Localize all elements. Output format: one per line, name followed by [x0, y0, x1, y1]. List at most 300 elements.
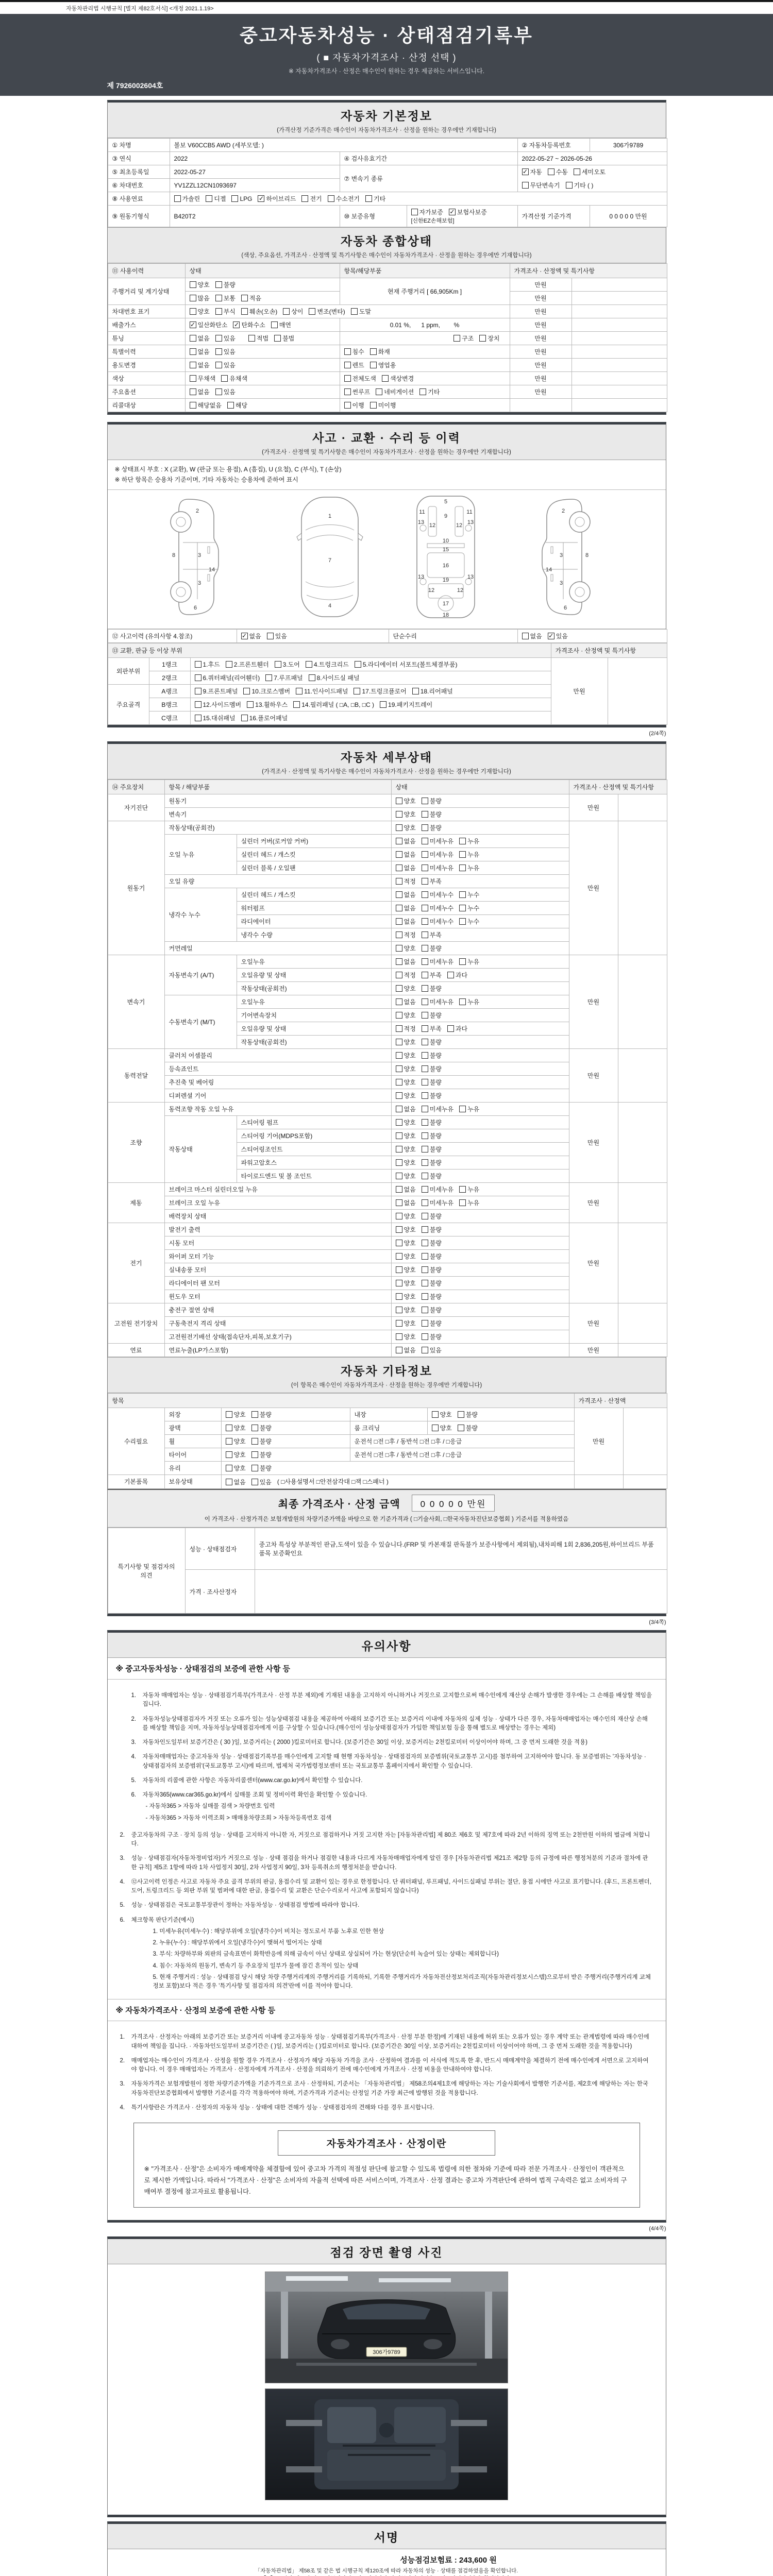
box-notice	[107, 1630, 666, 2223]
checkbox[interactable]	[396, 918, 402, 925]
checkbox[interactable]	[190, 308, 196, 315]
checkbox[interactable]	[459, 1106, 466, 1112]
checkbox[interactable]	[422, 811, 428, 818]
checkbox-option	[376, 387, 414, 396]
checkbox[interactable]	[396, 798, 402, 804]
gauge-state-options	[185, 278, 340, 292]
checkbox[interactable]	[422, 958, 428, 965]
checkbox[interactable]	[274, 335, 281, 342]
checkbox[interactable]	[344, 362, 351, 368]
checkbox-option	[396, 1319, 416, 1328]
checkbox[interactable]	[459, 918, 466, 925]
checkbox-option	[370, 361, 396, 369]
checkbox[interactable]	[422, 945, 428, 952]
checkbox[interactable]	[396, 1253, 402, 1260]
checkbox[interactable]	[355, 661, 361, 668]
checkbox[interactable]	[283, 308, 290, 315]
checkbox[interactable]	[396, 1320, 402, 1327]
checkbox-label: 없음	[404, 851, 416, 858]
wheel-positions: 운전석 □전 □후 / 동반석 □전 □후 / □응급	[350, 1434, 574, 1448]
checkbox[interactable]	[376, 388, 382, 395]
notice-item-text: 체크항목 판단기준(예시)	[131, 1917, 194, 1923]
item-label: 디퍼렌셜 기어	[164, 1089, 391, 1102]
emission-options	[185, 318, 340, 332]
checkbox[interactable]	[422, 878, 428, 885]
checkbox[interactable]	[422, 1039, 428, 1045]
checkbox-label: 불량	[429, 1092, 442, 1099]
checkbox[interactable]	[447, 1025, 454, 1032]
confirmation-line-1: 「자동차관리법」 제58조 및 같은 법 시행규칙 제120조에 따라 자동차의 성능 · 상태를 점검하였음을 확인합니다.	[255, 2567, 518, 2574]
checkbox-option	[215, 280, 236, 289]
checkbox[interactable]	[422, 1173, 428, 1179]
checkbox[interactable]	[396, 891, 402, 898]
checkbox[interactable]	[301, 195, 308, 202]
checkbox[interactable]	[306, 661, 312, 668]
checkbox[interactable]	[215, 348, 222, 355]
accident-flags-table	[108, 629, 667, 643]
checkbox[interactable]	[195, 701, 201, 708]
checkbox[interactable]	[396, 1146, 402, 1153]
checkbox[interactable]	[458, 1425, 464, 1431]
checkbox[interactable]	[195, 661, 201, 668]
photos-header	[108, 2239, 666, 2264]
checkbox[interactable]	[396, 1132, 402, 1139]
checkbox[interactable]	[226, 1411, 232, 1418]
checkbox[interactable]	[396, 958, 402, 965]
inspector-label: 성능 · 상태점검자	[185, 1528, 255, 1570]
checkbox[interactable]	[422, 851, 428, 858]
checkbox[interactable]	[251, 1411, 258, 1418]
checkbox[interactable]: ✓	[523, 168, 528, 176]
checkbox[interactable]	[226, 1425, 232, 1431]
checkbox[interactable]	[215, 295, 222, 301]
notice-item-number: 1.	[120, 2034, 125, 2041]
checkbox[interactable]	[293, 701, 300, 708]
detail-row	[108, 955, 667, 968]
checkbox-option	[190, 387, 210, 396]
checkbox-option	[422, 1185, 453, 1194]
checkbox-label: 기타	[374, 195, 386, 202]
checkbox[interactable]	[422, 1106, 428, 1112]
checkbox[interactable]	[267, 633, 274, 639]
svg-text:3: 3	[559, 580, 563, 586]
checkbox[interactable]	[422, 998, 428, 1005]
checkbox-label: 가솔린	[182, 195, 200, 202]
checkbox-label: 보통	[223, 295, 236, 302]
checkbox[interactable]	[248, 335, 255, 342]
checkbox[interactable]	[396, 931, 402, 938]
checkbox[interactable]	[396, 1039, 402, 1045]
svg-text:3: 3	[559, 552, 563, 558]
checkbox[interactable]	[422, 931, 428, 938]
checkbox-option	[396, 1239, 416, 1247]
checkbox-option	[243, 687, 290, 696]
note-cell	[608, 657, 667, 724]
checkbox[interactable]	[344, 402, 351, 409]
status-options	[391, 1330, 569, 1343]
checkbox-option	[422, 1225, 442, 1234]
checkbox[interactable]	[271, 321, 278, 328]
checkbox-label: 없음	[530, 632, 542, 640]
checkbox[interactable]	[422, 972, 428, 978]
checkbox[interactable]	[419, 388, 426, 395]
checkbox[interactable]	[432, 1425, 439, 1431]
notice-item	[120, 1854, 653, 1872]
svg-text:12: 12	[456, 522, 463, 529]
checkbox[interactable]	[422, 905, 428, 911]
appraisal-definition-title: 자동차가격조사 · 산정이란	[278, 2130, 495, 2156]
checkbox-label: 미세누수	[429, 891, 454, 899]
price-cell: 만원	[569, 1223, 618, 1303]
checkbox[interactable]	[422, 1065, 428, 1072]
checkbox[interactable]	[241, 715, 248, 721]
checkbox-label: 불량	[259, 1451, 272, 1459]
checkbox[interactable]	[459, 1199, 466, 1206]
checkbox[interactable]	[422, 1213, 428, 1219]
model-year-value: 2022	[170, 152, 340, 165]
checkbox[interactable]	[396, 1092, 402, 1099]
checkbox[interactable]	[221, 375, 228, 382]
checkbox[interactable]	[422, 1307, 428, 1313]
checkbox[interactable]	[396, 1240, 402, 1246]
checkbox-option	[396, 930, 416, 939]
checkbox-label: 양호	[404, 944, 416, 952]
checkbox-option	[190, 280, 210, 289]
checkbox[interactable]: ✓	[190, 321, 196, 328]
checkbox[interactable]	[396, 878, 402, 885]
checkbox[interactable]	[459, 1186, 466, 1193]
checkbox[interactable]	[396, 811, 402, 818]
checkbox[interactable]	[396, 905, 402, 911]
tuning-options	[185, 332, 340, 345]
checkbox[interactable]	[215, 335, 222, 342]
checkbox-option	[422, 1346, 442, 1354]
checkbox-label: 있음	[223, 348, 236, 355]
accident-history-label: ⑫ 사고이력 (유의사항 4.참조)	[108, 629, 237, 642]
checkbox-label: 누유	[467, 998, 480, 1006]
checkbox-label: 18.리어패널	[420, 687, 453, 695]
checkbox[interactable]	[396, 1025, 402, 1032]
checkbox[interactable]	[396, 851, 402, 858]
status-options	[391, 1156, 569, 1169]
checkbox[interactable]	[422, 798, 428, 804]
simple-repair-label: 단순수리	[389, 629, 517, 642]
checkbox[interactable]	[344, 388, 351, 395]
checkbox[interactable]	[190, 388, 196, 395]
checkbox[interactable]	[411, 209, 418, 215]
checkbox[interactable]	[422, 891, 428, 898]
checkbox[interactable]	[226, 661, 232, 668]
checkbox[interactable]	[396, 1199, 402, 1206]
checkbox-label: 양호	[404, 797, 416, 805]
checkbox[interactable]	[226, 1479, 232, 1485]
checkbox[interactable]	[190, 375, 196, 382]
checkbox[interactable]	[309, 308, 315, 315]
checkbox[interactable]	[227, 402, 234, 409]
checkbox-label: 양호	[404, 1038, 416, 1046]
checkbox-option	[396, 1265, 416, 1274]
checkbox[interactable]	[396, 1307, 402, 1313]
notice-item-text: 가격조사 · 산정자는 아래의 보증기간 또는 보증거리 이내에 중고자동차 성능 · 상태점검기록부(가격조사 · 산정 부분 한정)에 기재된 내용에 허위 또는 오류가 있는 경우 계약 또는 관계법령에 따라 매수인에 대하여 책임을 집니다. · 자동차인도일부터 보증기간은 ( )일, 보증거리는 ( )킬로미터로 합니다. (보증기간은 30일 이상, 보증거리는 2천킬로미터 이상이어야 하며, 그 중 먼저 도래한 것을 적용합니다)	[131, 2034, 649, 2049]
checkbox[interactable]	[396, 838, 402, 844]
checkbox[interactable]	[382, 375, 389, 382]
item-label: 워터펌프	[237, 901, 391, 914]
notice-general-list	[120, 1831, 653, 1991]
checkbox[interactable]	[396, 865, 402, 871]
checkbox[interactable]	[365, 195, 372, 202]
checkbox[interactable]	[251, 1451, 258, 1458]
checkbox[interactable]	[241, 295, 248, 301]
checkbox-option	[396, 1024, 416, 1033]
checkbox[interactable]	[422, 838, 428, 844]
checkbox[interactable]	[422, 1266, 428, 1273]
checkbox[interactable]	[190, 362, 196, 368]
svg-text:5: 5	[444, 498, 448, 505]
checkbox[interactable]	[396, 1052, 402, 1059]
checkbox[interactable]	[459, 851, 466, 858]
checkbox-label: 불량	[429, 1293, 442, 1300]
checkbox[interactable]	[215, 388, 222, 395]
checkbox[interactable]	[309, 674, 315, 681]
etc-info-title: 자동차 기타정보	[341, 1364, 432, 1378]
checkbox[interactable]	[195, 674, 201, 681]
device-group-label: 변속기	[108, 955, 164, 1048]
checkbox[interactable]	[215, 308, 222, 315]
checkbox[interactable]: ✓	[258, 195, 264, 202]
checkbox[interactable]	[396, 1065, 402, 1072]
car-diagram-bottom	[417, 496, 475, 618]
checkbox[interactable]	[422, 985, 428, 992]
checkbox[interactable]	[396, 1159, 402, 1166]
checkbox[interactable]	[296, 688, 303, 694]
checkbox[interactable]	[522, 633, 529, 639]
checkbox[interactable]	[422, 1146, 428, 1153]
checkbox[interactable]	[459, 905, 466, 911]
checkbox[interactable]	[351, 308, 358, 315]
checkbox[interactable]	[422, 1253, 428, 1260]
checkbox[interactable]: ✓	[449, 208, 455, 215]
checkbox-label: 불량	[429, 1011, 442, 1019]
checkbox[interactable]	[190, 295, 196, 301]
checkbox[interactable]	[396, 945, 402, 952]
notice-item-number: 5.	[120, 1902, 125, 1909]
model-year-label: ③ 연식	[108, 152, 170, 165]
checkbox-label: 양호	[404, 1145, 416, 1153]
checkbox[interactable]: ✓	[233, 321, 239, 328]
checkbox[interactable]	[396, 1186, 402, 1193]
checkbox[interactable]	[396, 1012, 402, 1019]
checkbox[interactable]	[396, 998, 402, 1005]
basic-info-table	[108, 138, 667, 227]
checkbox[interactable]	[422, 1240, 428, 1246]
checkbox-option	[226, 1410, 246, 1419]
notice-header	[108, 1633, 666, 1658]
notice-item-text: 자동차매매업자는 중고자동차 성능 · 상태점검기록부를 매수인에게 고지할 때 현행 자동차성능 · 상태점검자의 보증범위(국토교통부 고시)를 첨부하여 고지하여야 합니다. 동 보증범위는 '자동차성능 · 상태점검자의 보증범위'(국토교통부 고시)에 따르며, 법제처 국가법령정보센터 또는 국토교통부 홈페이지에서 확인할 수 있습니다.	[142, 1754, 646, 1769]
checkbox[interactable]	[459, 865, 466, 871]
checkbox[interactable]	[243, 688, 250, 694]
notice-item-number: 2.	[131, 1716, 137, 1722]
table-row	[108, 779, 667, 794]
checkbox[interactable]: ✓	[548, 632, 554, 639]
checkbox-label: 없음	[249, 632, 261, 640]
price-cell: 만원	[510, 359, 572, 372]
checkbox[interactable]	[422, 1092, 428, 1099]
checkbox[interactable]	[251, 1465, 258, 1471]
checkbox[interactable]	[479, 335, 486, 342]
price-cell: 만원	[569, 794, 618, 821]
checkbox[interactable]	[396, 985, 402, 992]
checkbox[interactable]	[453, 335, 460, 342]
checkbox[interactable]	[396, 1266, 402, 1273]
notice-item-number: 3.	[120, 2081, 125, 2088]
checkbox[interactable]	[396, 972, 402, 978]
rank-label: A랭크	[149, 684, 190, 698]
checkbox[interactable]	[396, 1226, 402, 1233]
checkbox[interactable]	[215, 362, 222, 368]
checkbox-label: 16.플로어패널	[249, 714, 288, 722]
status-options	[391, 834, 569, 848]
checkbox[interactable]	[432, 1411, 439, 1418]
checkbox[interactable]	[190, 348, 196, 355]
svg-text:18: 18	[442, 612, 449, 618]
checkbox[interactable]	[226, 1438, 232, 1445]
checkbox-option	[432, 1423, 452, 1432]
checkbox[interactable]	[422, 824, 428, 831]
checkbox-option	[396, 1145, 416, 1154]
checkbox[interactable]	[396, 1280, 402, 1286]
checkbox-option	[396, 850, 416, 859]
checkbox[interactable]	[190, 281, 196, 288]
status-options	[391, 995, 569, 1008]
checkbox-label: 있음	[259, 1479, 272, 1486]
checkbox[interactable]	[459, 891, 466, 898]
checkbox[interactable]	[522, 182, 529, 189]
checkbox[interactable]	[422, 1333, 428, 1340]
checkbox[interactable]	[396, 1119, 402, 1126]
checkbox[interactable]	[422, 918, 428, 925]
checkbox[interactable]	[344, 348, 351, 355]
checkbox-option	[422, 810, 442, 819]
checkbox[interactable]	[190, 402, 196, 409]
checkbox[interactable]	[447, 972, 454, 978]
checkbox-option	[422, 1212, 442, 1221]
checkbox[interactable]	[226, 1451, 232, 1458]
checkbox[interactable]	[396, 824, 402, 831]
checkbox[interactable]	[459, 998, 466, 1005]
checkbox[interactable]	[344, 375, 351, 382]
checkbox-option	[422, 1332, 442, 1341]
checkbox[interactable]	[574, 168, 580, 175]
checkbox[interactable]	[370, 362, 377, 368]
checkbox[interactable]	[422, 1012, 428, 1019]
checkbox[interactable]	[422, 1280, 428, 1286]
checkbox[interactable]	[422, 1159, 428, 1166]
checkbox[interactable]	[231, 195, 238, 202]
checkbox-option	[422, 1145, 442, 1154]
checkbox[interactable]	[566, 182, 573, 189]
checkbox[interactable]	[241, 308, 248, 315]
checkbox-label: 양호	[404, 1065, 416, 1073]
checkbox[interactable]	[422, 1226, 428, 1233]
checkbox[interactable]	[422, 1079, 428, 1086]
checkbox[interactable]	[396, 1333, 402, 1340]
checkbox[interactable]	[396, 1106, 402, 1112]
checkbox[interactable]	[458, 1411, 464, 1418]
price-cell: 만원	[569, 1303, 618, 1343]
checkbox[interactable]	[459, 838, 466, 844]
checkbox[interactable]	[370, 402, 377, 409]
checkbox[interactable]	[412, 688, 419, 694]
checkbox[interactable]	[422, 1025, 428, 1032]
checkbox[interactable]	[422, 1320, 428, 1327]
checkbox-option	[548, 632, 568, 640]
notice-item	[131, 1791, 653, 1800]
status-options	[391, 1182, 569, 1196]
checkbox[interactable]	[422, 1347, 428, 1353]
status-options	[391, 1249, 569, 1263]
checkbox[interactable]	[354, 688, 360, 694]
checkbox[interactable]	[422, 1186, 428, 1193]
base-price-value: 0 0 0 0 0 만원	[590, 206, 667, 227]
checkbox-label: 불량	[429, 1172, 442, 1180]
checkbox-option	[354, 687, 406, 696]
checkbox[interactable]	[206, 195, 212, 202]
checkbox-label: 불량	[429, 1226, 442, 1233]
checkbox[interactable]	[275, 661, 281, 668]
checkbox[interactable]	[251, 1438, 258, 1445]
checkbox-label: 없음	[404, 1105, 416, 1113]
checkbox[interactable]	[422, 1199, 428, 1206]
notice-item-number: 2.	[120, 2057, 125, 2064]
col-usage-history: ⑪ 사용이력	[108, 264, 185, 278]
checkbox[interactable]	[370, 348, 377, 355]
checkbox[interactable]	[251, 1479, 258, 1485]
checkbox[interactable]	[190, 335, 196, 342]
checkbox[interactable]	[396, 1213, 402, 1219]
checkbox[interactable]	[396, 1173, 402, 1179]
checkbox[interactable]	[396, 1347, 402, 1353]
checkbox[interactable]	[174, 195, 181, 202]
device-group-label: 전기	[108, 1223, 164, 1303]
checkbox[interactable]	[422, 865, 428, 871]
checkbox[interactable]	[265, 674, 272, 681]
checkbox[interactable]	[195, 715, 201, 721]
checkbox[interactable]	[195, 688, 201, 694]
checkbox[interactable]	[422, 1293, 428, 1300]
checkbox[interactable]: ✓	[241, 632, 247, 639]
checkbox[interactable]	[459, 958, 466, 965]
checkbox[interactable]	[247, 701, 254, 708]
checkbox[interactable]	[548, 168, 554, 175]
checkbox[interactable]	[226, 1465, 232, 1471]
checkbox-label: 누유	[467, 1105, 480, 1113]
checkbox[interactable]	[215, 281, 222, 288]
checkbox[interactable]	[251, 1425, 258, 1431]
checkbox[interactable]	[422, 1132, 428, 1139]
price-cell: 만원	[510, 278, 572, 292]
checkbox[interactable]	[422, 1119, 428, 1126]
checkbox-option	[344, 374, 376, 383]
checkbox-label: 적음	[249, 295, 262, 302]
checkbox[interactable]	[328, 195, 334, 202]
checkbox[interactable]	[380, 701, 386, 708]
checkbox[interactable]	[396, 1293, 402, 1300]
checkbox[interactable]	[396, 1079, 402, 1086]
basic-info-header	[108, 103, 666, 138]
checkbox[interactable]	[422, 1052, 428, 1059]
checkbox-option	[447, 971, 467, 979]
status-options	[391, 955, 569, 968]
